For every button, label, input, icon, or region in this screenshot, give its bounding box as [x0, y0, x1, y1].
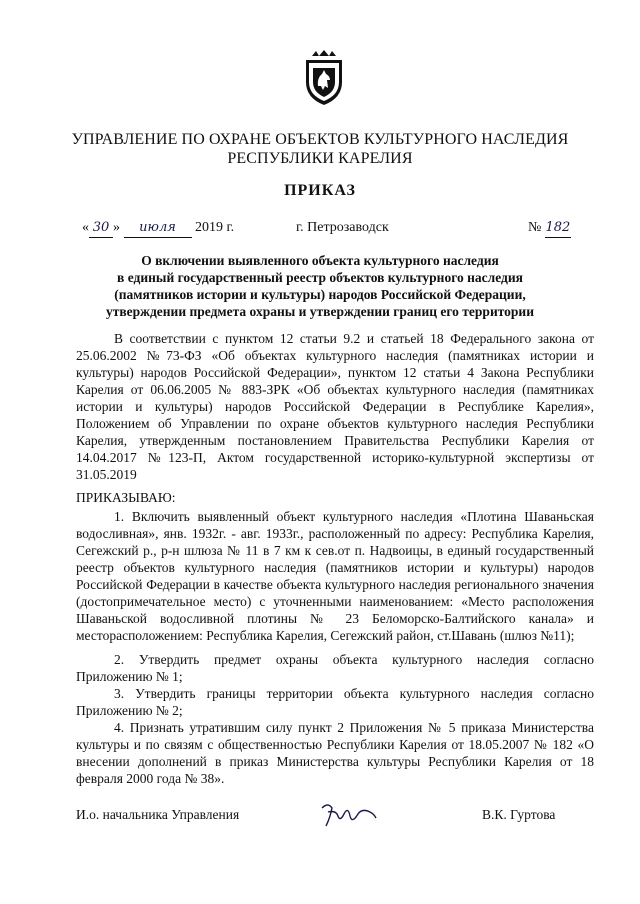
- order-item-3: 3. Утвердить границы территории объекта культурного наследия согласно Приложению № 2;: [76, 686, 594, 718]
- city: г. Петрозаводск: [296, 220, 389, 235]
- order-item-2: 2. Утвердить предмет охраны объекта культурного наследия согласно Приложению № 1;: [76, 652, 594, 684]
- number-value: 182: [545, 219, 571, 238]
- date-month: июля: [124, 219, 192, 238]
- date-year: 2019 г.: [195, 220, 235, 235]
- order-date: [82, 219, 234, 238]
- order-item-1: 1. Включить выявленный объект культурного наследия «Плотина Шаваньская водосливная», янв. 1932г. - авг. 1933г., расположенный по адресу: Республика Карелия, Сегежский р., р-н шлюза № 11 в 7 км к сев.от п. Надвоицы, в единый государственный реестр объектов культурного наследия (памятников истории и культуры) народов Российской Федерации в качестве объекта культурного наследия регионального значения (достопримечательное место) с уточненными наименованием: «Место расположения Шаваньской водосливной плотины № 23 Беломорско-Балтийского канала» и месторасположением: Республика Карелия, Сегежский район, ст.Шавань (шлюз №11);: [76, 509, 594, 643]
- order-title: [60, 252, 580, 320]
- date-close-quote: »: [113, 220, 120, 235]
- signatory-name: В.К. Гуртова: [482, 807, 556, 822]
- title-line3: (памятников истории и культуры) народов Российской Федерации,: [114, 287, 526, 302]
- preamble-paragraph: В соответствии с пунктом 12 статьи 9.2 и статьей 18 Федерального закона от 25.06.2002 №73-ФЗ «Об объектах культурного наследия (памятниках истории и культуры) народов Российской Федерации», пунктом 12 статьи 4 Закона Республики Карелия от 06.06.2005 № 883-ЗРК «Об объектах культурного наследия (памятниках истории и культуры) народов Российской Федерации в Республике Карелия», Положением об Управлении по охране объектов культурного наследия Республики Карелия, утвержденным постановлением Правительства Республики Карелия от 14.04.2017 №123-П, Актом государственной историко-культурной экспертизы от 31.05.2019: [76, 331, 594, 482]
- coat-of-arms-emblem: [302, 50, 346, 106]
- title-line2: в единый государственный реестр объектов культурного наследия: [117, 270, 523, 285]
- order-number: [528, 219, 571, 238]
- order-word: ПРИКАЗЫВАЮ:: [76, 490, 176, 505]
- date-open-quote: «: [82, 220, 89, 235]
- document-type: ПРИКАЗ: [284, 182, 356, 199]
- handwritten-signature: [318, 800, 378, 830]
- number-label: №: [528, 220, 542, 235]
- order-item-4: 4. Признать утратившим силу пункт 2 Приложения № 5 приказа Министерства культуры и по связям с общественностью Республики Карелия от 18.05.2007 № 182 «О внесении дополнений в приказ Министерства культуры Республики Карелия от 18 февраля 2000 года № 38».: [76, 720, 594, 786]
- agency-name: [60, 130, 580, 168]
- date-day: 30: [89, 219, 113, 238]
- signatory-position: И.о. начальника Управления: [76, 807, 240, 822]
- agency-name-line1: УПРАВЛЕНИЕ ПО ОХРАНЕ ОБЪЕКТОВ КУЛЬТУРНОГО НАСЛЕДИЯ: [71, 131, 569, 148]
- agency-name-line2: РЕСПУБЛИКИ КАРЕЛИЯ: [227, 150, 413, 167]
- title-line1: О включении выявленного объекта культурного наследия: [141, 253, 499, 268]
- title-line4: утверждении предмета охраны и утверждении границ его территории: [106, 304, 534, 319]
